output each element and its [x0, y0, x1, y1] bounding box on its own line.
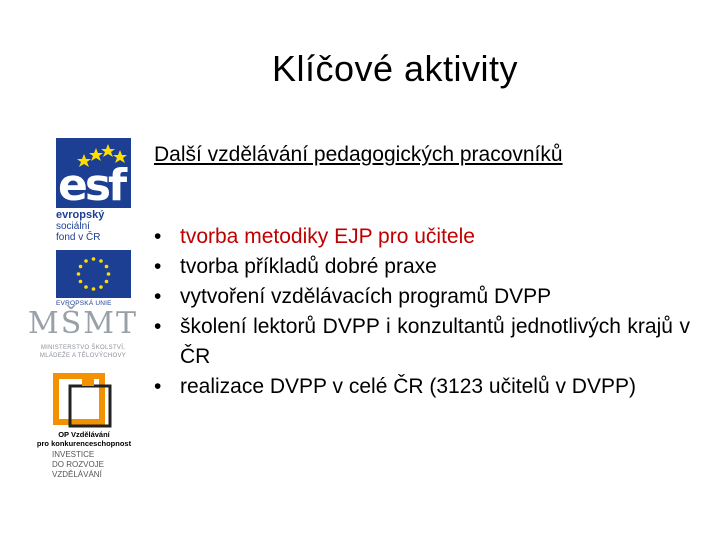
bullet-list	[154, 222, 690, 402]
bullet-item	[154, 282, 690, 312]
msmt-caption	[28, 344, 138, 360]
eu-star	[92, 257, 96, 261]
opvk-logo-icon	[32, 372, 136, 448]
partner-logos	[28, 138, 138, 488]
eu-star	[99, 285, 103, 289]
eu-star	[105, 280, 109, 284]
eu-star	[79, 280, 83, 284]
bullet-item	[154, 252, 690, 282]
esf-mark: esf	[58, 160, 125, 211]
eu-flag-icon	[56, 250, 131, 298]
opvk-caption-line1: OP Vzdělávání	[58, 430, 110, 439]
esf-caption-line1: evropský	[56, 209, 105, 221]
invest-slogan	[52, 450, 142, 480]
eu-caption: EVROPSKÁ UNIE	[56, 300, 112, 307]
bullet-text: tvorba metodiky EJP pro učitele	[180, 225, 475, 248]
esf-caption-line3: fond v ČR	[56, 232, 101, 243]
bullet-item	[154, 372, 690, 402]
opvk-symbol-icon	[52, 372, 116, 430]
eu-star	[77, 272, 81, 276]
opvk-caption-line2: pro konkurenceschopnost	[36, 439, 132, 448]
bullet-dot: •	[154, 225, 162, 248]
eu-star	[84, 285, 88, 289]
invest-line3: VZDĚLÁVÁNÍ	[52, 470, 102, 479]
eu-star	[92, 287, 96, 291]
bullet-dot: •	[154, 315, 162, 338]
bullet-text: realizace DVPP v celé ČR (3123 učitelů v DVPP)	[180, 375, 636, 398]
bullet-item	[154, 312, 690, 372]
bullet-dot: •	[154, 255, 162, 278]
bullet-text: tvorba příkladů dobré praxe	[180, 255, 437, 278]
eu-star	[99, 259, 103, 263]
eu-star	[79, 265, 83, 269]
esf-caption-line2: sociální	[56, 221, 90, 232]
bullet-item	[154, 222, 690, 252]
invest-line2: DO ROZVOJE	[52, 460, 105, 469]
eu-star	[105, 265, 109, 269]
esf-caption	[56, 210, 131, 243]
esf-logo-icon	[56, 138, 131, 243]
eu-star	[84, 259, 88, 263]
bullet-text: vytvoření vzdělávacích programů DVPP	[180, 285, 552, 308]
msmt-logo-icon	[28, 304, 138, 360]
bullet-text: školení lektorů DVPP i konzultantů jednotlivých krajů v ČR	[180, 315, 690, 368]
msmt-mark: MŠMT	[28, 306, 138, 341]
slide-subtitle: Další vzdělávání pedagogických pracovníků	[154, 143, 563, 166]
eu-logo	[56, 250, 131, 307]
slide-title: Klíčové aktivity	[271, 48, 519, 89]
opvk-caption	[32, 430, 136, 448]
bullet-dot: •	[154, 375, 162, 398]
invest-line1: INVESTICE	[52, 450, 95, 459]
eu-star	[107, 272, 111, 276]
bullet-dot: •	[154, 285, 162, 308]
msmt-caption-line2: MLÁDEŽE A TĚLOVÝCHOVY	[39, 353, 127, 359]
msmt-caption-line1: MINISTERSTVO ŠKOLSTVÍ,	[40, 345, 126, 351]
